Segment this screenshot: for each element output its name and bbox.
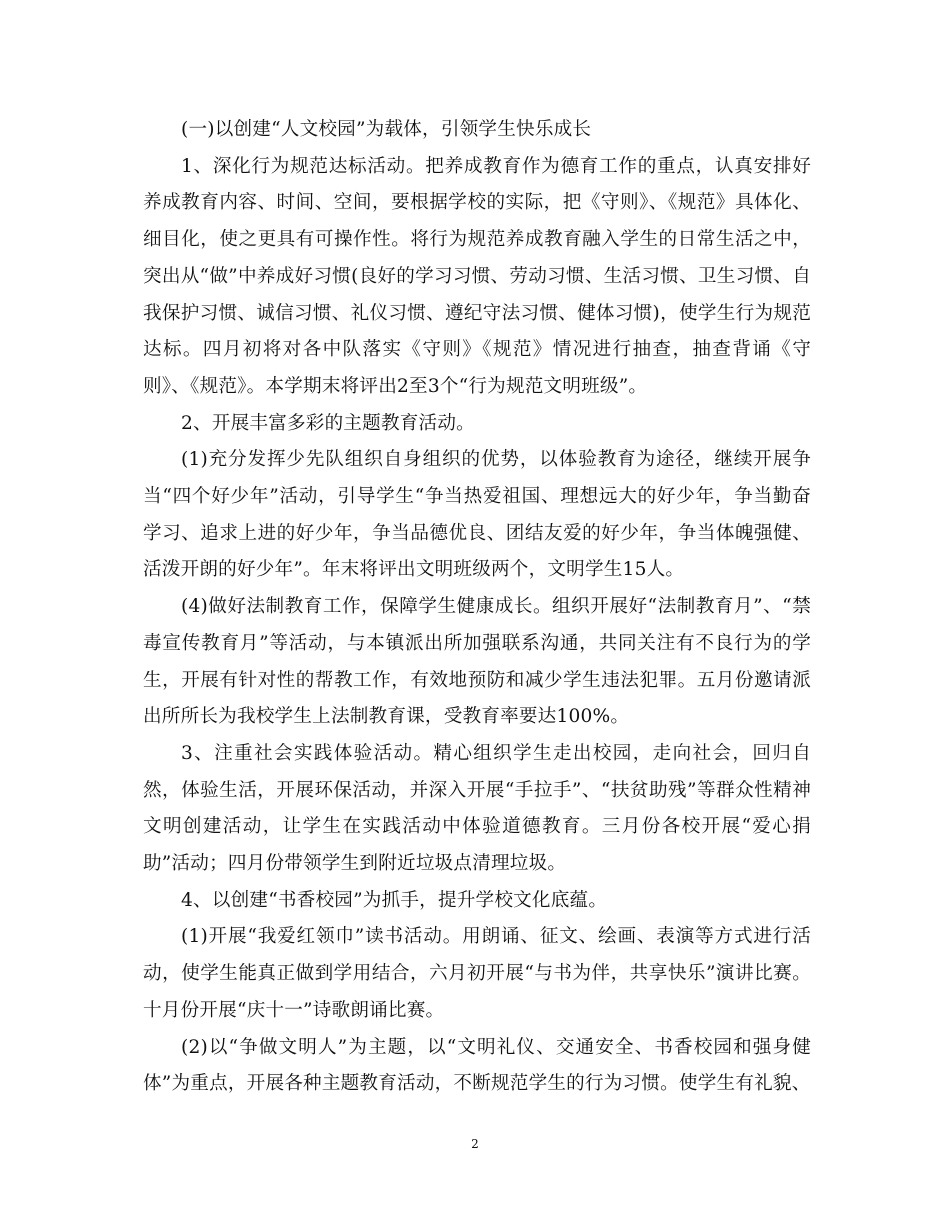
paragraph-social-practice: 3、注重社会实践体验活动。精心组织学生走出校园，走向社会，回归自然，体验生活，开展环保活动，并深入开展“手拉手”、“扶贫助残”等群众性精神文明创建活动，让学生在实践活动中体验道德教育。三月份各校开展“爱心捐助”活动；四月份带领学生到附近垃圾点清理垃圾。: [143, 742, 811, 875]
paragraph-legal-education: (4)做好法制教育工作，保障学生健康成长。组织开展好“法制教育月”、“禁毒宣传教育月”等活动，与本镇派出所加强联系沟通，共同关注有不良行为的学生，开展有针对性的帮教工作，有效地预防和减少学生违法犯罪。五月份邀请派出所所长为我校学生上法制教育课，受教育率要达100%。: [143, 596, 811, 728]
paragraph-behavior-norms: 1、深化行为规范达标活动。把养成教育作为德育工作的重点，认真安排好养成教育内容、时间、空间，要根据学校的实际，把《守则》、《规范》具体化、细目化，使之更具有可操作性。将行为规范养成教育融入学生的日常生活之中，突出从“做”中养成好习惯(良好的学习习惯、劳动习惯、生活习惯、卫生习惯、自我保护习惯、诚信习惯、礼仪习惯、遵纪守法习惯、健体习惯)，使学生行为规范达标。四月初将对各中队落实《守则》《规范》情况进行抽查，抽查背诵《守则》、《规范》。本学期末将评出2至3个“行为规范文明班级”。: [143, 155, 811, 397]
paragraph-theme-activities-heading: 2、开展丰富多彩的主题教育活动。: [181, 412, 475, 434]
document-body: [143, 112, 811, 1103]
paragraph-four-good-youth: (1)充分发挥少先队组织自身组织的优势，以体验教育为途径，继续开展争当“四个好少年”活动，引导学生“争当热爱祖国、理想远大的好少年，争当勤奋学习、追求上进的好少年，争当品德优良、团结友爱的好少年，争当体魄强健、活泼开朗的好少年”。年末将评出文明班级两个，文明学生15人。: [143, 449, 811, 581]
paragraph-civilized-person: (2)以“争做文明人”为主题，以“文明礼仪、交通安全、书香校园和强身健体”为重点，开展各种主题教育活动，不断规范学生的行为习惯。使学生有礼貌、: [143, 1036, 811, 1095]
page-number: 2: [471, 1137, 479, 1151]
section-heading: (一)以创建“人文校园”为载体，引领学生快乐成长: [181, 119, 592, 140]
paragraph-reading-activity: (1)开展“我爱红领巾”读书活动。用朗诵、征文、绘画、表演等方式进行活动，使学生能真正做到学用结合，六月初开展“与书为伴，共享快乐”演讲比赛。十月份开展“庆十一”诗歌朗诵比赛。: [143, 926, 811, 1021]
paragraph-book-campus-heading: 4、以创建“书香校园”为抓手，提升学校文化底蕴。: [181, 889, 608, 911]
